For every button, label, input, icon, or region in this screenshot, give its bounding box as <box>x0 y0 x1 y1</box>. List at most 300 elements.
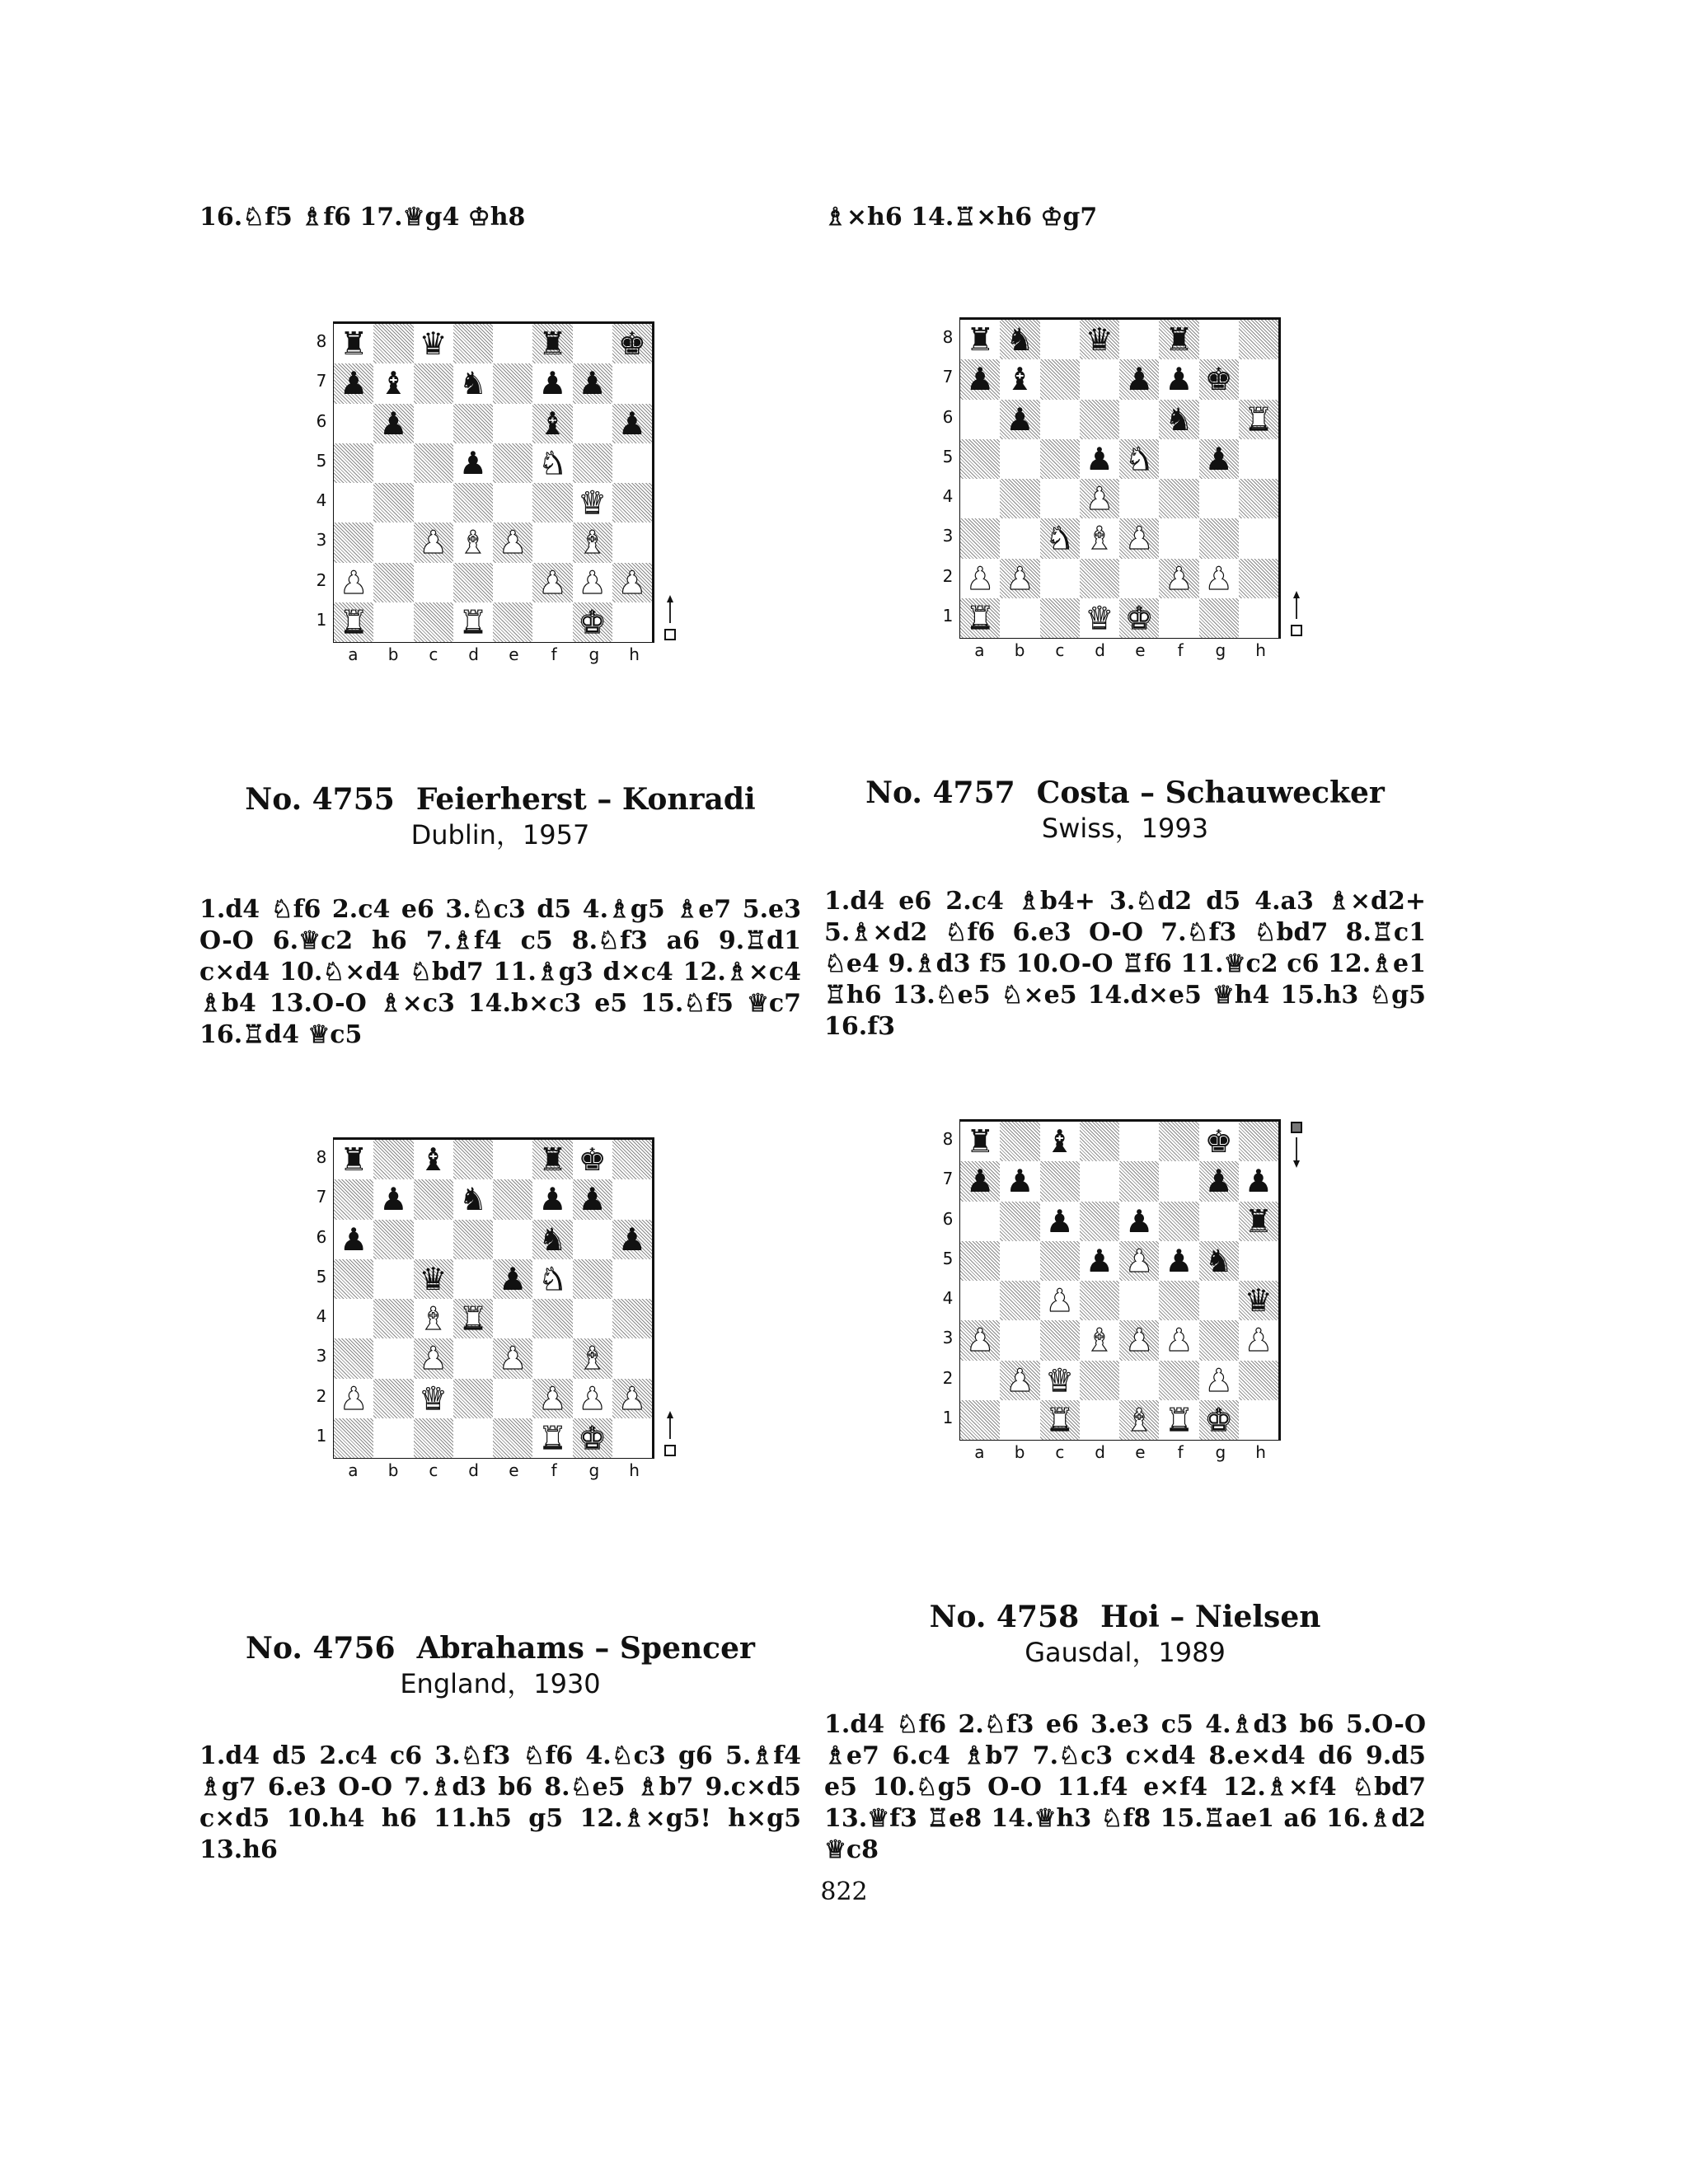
black-pawn-icon: ♟ <box>1204 440 1233 477</box>
square-d1 <box>453 1418 493 1458</box>
square-c1 <box>414 1418 453 1458</box>
rank-label: 3 <box>316 530 327 551</box>
chess-diagram-4757 <box>940 317 1286 663</box>
rank-labels <box>940 317 956 635</box>
square-e1 <box>493 602 532 642</box>
square-d7 <box>453 1179 493 1219</box>
square-g5 <box>1199 439 1239 479</box>
square-d4 <box>1080 479 1119 518</box>
square-g1 <box>1199 598 1239 638</box>
square-f1 <box>1159 1400 1198 1440</box>
square-a4 <box>334 1299 373 1338</box>
square-g8 <box>573 1140 612 1179</box>
chess-diagram-4756 <box>313 1137 659 1483</box>
square-h6 <box>612 404 652 443</box>
square-c1 <box>1040 598 1080 638</box>
black-pawn-icon: ♟ <box>1125 361 1154 398</box>
white-knight-icon: ♞ <box>538 1260 567 1297</box>
square-h8 <box>1239 320 1278 359</box>
square-b2 <box>373 1379 413 1418</box>
square-d1 <box>1080 1400 1119 1440</box>
file-label: c <box>429 1460 438 1480</box>
game-title <box>199 781 801 818</box>
square-g4 <box>573 483 612 523</box>
black-pawn-icon: ♟ <box>1045 1202 1074 1240</box>
square-a4 <box>960 479 1000 518</box>
white-rook-icon: ♜ <box>458 1301 487 1338</box>
rank-label: 7 <box>942 1169 954 1189</box>
square-e4 <box>493 483 532 523</box>
rank-label: 6 <box>316 1226 327 1247</box>
square-h8 <box>612 324 652 363</box>
square-c7 <box>414 1179 453 1219</box>
black-bishop-icon: ♝ <box>379 365 408 402</box>
square-c5 <box>414 443 453 483</box>
square-a8 <box>334 1140 373 1179</box>
square-f3 <box>1159 1320 1198 1360</box>
square-d8 <box>1080 1122 1119 1161</box>
square-h6 <box>1239 1202 1278 1241</box>
black-pawn-icon: ♟ <box>1204 1163 1233 1200</box>
square-g8 <box>1199 320 1239 359</box>
square-b3 <box>373 1338 413 1378</box>
chess-board <box>959 317 1281 639</box>
file-label: f <box>551 644 557 664</box>
square-g3 <box>573 523 612 562</box>
square-d8 <box>453 324 493 363</box>
square-h5 <box>1239 1241 1278 1281</box>
white-king-icon: ♚ <box>578 603 607 640</box>
square-f5 <box>532 1259 572 1299</box>
square-b3 <box>373 523 413 562</box>
white-pawn-icon: ♟ <box>419 524 448 561</box>
black-knight-icon: ♞ <box>1165 401 1193 438</box>
square-b5 <box>373 443 413 483</box>
white-pawn-icon: ♟ <box>499 524 528 561</box>
square-b8 <box>373 1140 413 1179</box>
square-a6 <box>334 1220 373 1259</box>
file-label: b <box>1014 640 1025 660</box>
square-e2 <box>1119 1361 1159 1400</box>
square-g6 <box>1199 1202 1239 1241</box>
black-pawn-icon: ♟ <box>1165 361 1193 398</box>
black-king-icon: ♚ <box>617 326 646 363</box>
square-e6 <box>1119 1202 1159 1241</box>
rank-label: 5 <box>316 1266 327 1286</box>
white-pawn-icon: ♟ <box>1006 1361 1034 1399</box>
game-players: Abrahams – Spencer <box>416 1631 755 1666</box>
square-c2 <box>414 1379 453 1418</box>
square-h4 <box>612 483 652 523</box>
square-g2 <box>1199 559 1239 598</box>
file-label: a <box>348 1460 359 1480</box>
black-pawn-icon: ♟ <box>617 405 646 442</box>
square-b8 <box>1000 1122 1039 1161</box>
black-bishop-icon: ♝ <box>538 405 567 442</box>
square-h6 <box>1239 400 1278 439</box>
game-players: Feierherst – Konradi <box>415 782 756 817</box>
file-label: a <box>974 1442 985 1462</box>
square-e5 <box>1119 439 1159 479</box>
square-c3 <box>1040 1320 1080 1360</box>
rank-label: 8 <box>316 331 327 352</box>
square-a5 <box>960 1241 1000 1281</box>
file-label: h <box>1255 640 1266 660</box>
square-b1 <box>1000 598 1039 638</box>
square-a1 <box>334 1418 373 1458</box>
rank-label: 2 <box>316 1385 327 1406</box>
square-f7 <box>532 1179 572 1219</box>
file-label: b <box>1014 1442 1025 1462</box>
square-b5 <box>1000 1241 1039 1281</box>
square-g3 <box>1199 1320 1239 1360</box>
square-h7 <box>612 1179 652 1219</box>
square-d7 <box>453 363 493 403</box>
chess-board <box>333 321 654 643</box>
white-pawn-icon: ♟ <box>1125 1242 1154 1279</box>
square-f7 <box>1159 1161 1198 1201</box>
square-b1 <box>373 602 413 642</box>
white-knight-icon: ♞ <box>1125 440 1154 477</box>
black-knight-icon: ♞ <box>538 1221 567 1258</box>
square-a7 <box>960 359 1000 399</box>
black-rook-icon: ♜ <box>966 1123 995 1160</box>
white-pawn-icon: ♟ <box>538 1380 567 1417</box>
white-king-icon: ♚ <box>1204 1401 1233 1438</box>
game-moves-4757 <box>824 886 1426 1043</box>
rank-label: 8 <box>942 327 954 348</box>
square-h8 <box>612 1140 652 1179</box>
square-e7 <box>493 363 532 403</box>
moves-text: 1.d4 ♘f6 2.♘f3 e6 3.e3 c5 4.♗d3 b6 5.O-O ♗e7 6.c4 ♗b7 7.♘c3 c×d4 8.e×d4 d6 9.d5 e5 10.♘g5 O-O 11.f4 e×f4 12.♗×f4 ♘bd7 13.♕f3 ♖e8 14.♕h3 ♘f8 15.♖ae1 a6 16.♗d2 ♕c8 <box>824 1710 1426 1864</box>
square-e8 <box>493 324 532 363</box>
rank-label: 3 <box>316 1346 327 1366</box>
square-g7 <box>1199 1161 1239 1201</box>
moves-text: 16.♘f5 ♗f6 17.♕g4 ♔h8 <box>199 203 526 232</box>
white-pawn-icon: ♟ <box>1125 520 1154 557</box>
square-g5 <box>573 1259 612 1299</box>
square-c7 <box>1040 1161 1080 1201</box>
square-d2 <box>453 1379 493 1418</box>
black-pawn-icon: ♟ <box>379 1181 408 1218</box>
square-d5 <box>1080 1241 1119 1281</box>
square-a8 <box>960 320 1000 359</box>
black-pawn-icon: ♟ <box>499 1260 528 1297</box>
black-bishop-icon: ♝ <box>1006 361 1034 398</box>
white-bishop-icon: ♝ <box>1085 1322 1114 1359</box>
square-e4 <box>1119 479 1159 518</box>
white-rook-icon: ♜ <box>1045 1401 1074 1438</box>
square-d5 <box>453 443 493 483</box>
square-b6 <box>373 1220 413 1259</box>
square-d1 <box>1080 598 1119 638</box>
black-pawn-icon: ♟ <box>1006 401 1034 438</box>
black-pawn-icon: ♟ <box>1125 1202 1154 1240</box>
square-b7 <box>373 1179 413 1219</box>
square-a2 <box>334 563 373 602</box>
square-c3 <box>414 523 453 562</box>
square-e1 <box>1119 598 1159 638</box>
file-label: b <box>387 644 399 664</box>
file-label: f <box>1177 640 1184 660</box>
white-to-move-icon <box>1289 589 1304 639</box>
black-pawn-icon: ♟ <box>340 365 368 402</box>
black-rook-icon: ♜ <box>538 1141 567 1179</box>
game-number: No. 4755 <box>245 782 395 817</box>
rank-labels <box>313 321 330 640</box>
square-h3 <box>1239 518 1278 558</box>
square-b4 <box>373 1299 413 1338</box>
white-pawn-icon: ♟ <box>1125 1322 1154 1359</box>
white-pawn-icon: ♟ <box>578 564 607 601</box>
square-a8 <box>334 324 373 363</box>
black-rook-icon: ♜ <box>340 1141 368 1179</box>
square-h7 <box>612 363 652 403</box>
square-f5 <box>1159 1241 1198 1281</box>
rank-labels <box>940 1119 956 1437</box>
square-g7 <box>573 363 612 403</box>
square-d3 <box>1080 518 1119 558</box>
black-knight-icon: ♞ <box>458 365 487 402</box>
square-f4 <box>532 1299 572 1338</box>
white-pawn-icon: ♟ <box>578 1380 607 1417</box>
square-d4 <box>1080 1281 1119 1320</box>
game-place: England，1930 <box>400 1668 601 1699</box>
square-a2 <box>960 559 1000 598</box>
game-place: Swiss，1993 <box>1041 813 1209 844</box>
square-b6 <box>1000 400 1039 439</box>
moves-text: 1.d4 d5 2.c4 c6 3.♘f3 ♘f6 4.♘c3 g6 5.♗f4 ♗g7 6.e3 O-O 7.♗d3 b6 8.♘e5 ♗b7 9.c×d5 c×d5 10.h4 h6 11.h5 g5 12.♗×g5! h×g5 13.h6 <box>199 1741 801 1864</box>
square-b4 <box>373 483 413 523</box>
file-labels <box>959 1442 1281 1462</box>
square-e6 <box>1119 400 1159 439</box>
white-bishop-icon: ♝ <box>458 524 487 561</box>
square-c5 <box>1040 1241 1080 1281</box>
white-rook-icon: ♜ <box>538 1419 567 1456</box>
rank-label: 1 <box>316 609 327 630</box>
square-d7 <box>1080 359 1119 399</box>
square-b2 <box>1000 1361 1039 1400</box>
square-f8 <box>1159 320 1198 359</box>
square-g3 <box>573 1338 612 1378</box>
rank-label: 7 <box>316 371 327 391</box>
black-king-icon: ♚ <box>578 1141 607 1179</box>
square-c6 <box>414 404 453 443</box>
square-h4 <box>612 1299 652 1338</box>
square-b1 <box>1000 1400 1039 1440</box>
white-pawn-icon: ♟ <box>1204 560 1233 597</box>
square-c1 <box>414 602 453 642</box>
square-h3 <box>612 1338 652 1378</box>
black-knight-icon: ♞ <box>1204 1242 1233 1279</box>
square-g8 <box>573 324 612 363</box>
square-g6 <box>573 404 612 443</box>
square-a3 <box>960 518 1000 558</box>
square-d5 <box>1080 439 1119 479</box>
chess-diagram-4755 <box>313 321 659 668</box>
black-pawn-icon: ♟ <box>458 444 487 481</box>
white-bishop-icon: ♝ <box>578 1340 607 1377</box>
square-b4 <box>1000 479 1039 518</box>
square-d2 <box>1080 1361 1119 1400</box>
game-heading-4758 <box>824 1599 1426 1670</box>
square-e2 <box>493 1379 532 1418</box>
rank-label: 4 <box>942 1288 954 1309</box>
rank-label: 5 <box>942 1248 954 1268</box>
square-g7 <box>573 1179 612 1219</box>
rank-label: 7 <box>316 1187 327 1207</box>
rank-labels <box>313 1137 330 1455</box>
square-b5 <box>373 1259 413 1299</box>
black-queen-icon: ♛ <box>1244 1282 1273 1319</box>
square-e3 <box>1119 518 1159 558</box>
square-h4 <box>1239 1281 1278 1320</box>
white-queen-icon: ♛ <box>419 1380 448 1417</box>
square-g4 <box>1199 479 1239 518</box>
square-b2 <box>373 563 413 602</box>
white-rook-icon: ♜ <box>966 599 995 636</box>
white-pawn-icon: ♟ <box>1006 560 1034 597</box>
file-label: a <box>974 640 985 660</box>
game-moves-4755 <box>199 894 801 1051</box>
black-knight-icon: ♞ <box>1006 321 1034 359</box>
white-pawn-icon: ♟ <box>966 1322 995 1359</box>
file-label: g <box>1215 640 1226 660</box>
file-label: e <box>509 1460 519 1480</box>
square-c4 <box>1040 479 1080 518</box>
rank-label: 2 <box>942 1367 954 1388</box>
white-pawn-icon: ♟ <box>340 564 368 601</box>
rank-label: 2 <box>316 569 327 590</box>
square-e4 <box>1119 1281 1159 1320</box>
square-a4 <box>960 1281 1000 1320</box>
file-label: c <box>429 644 438 664</box>
rank-label: 6 <box>942 406 954 427</box>
square-h7 <box>1239 1161 1278 1201</box>
square-f5 <box>532 443 572 483</box>
rank-label: 4 <box>316 490 327 511</box>
continuation-left <box>199 202 801 233</box>
black-pawn-icon: ♟ <box>578 365 607 402</box>
square-g4 <box>1199 1281 1239 1320</box>
square-f6 <box>1159 400 1198 439</box>
black-king-icon: ♚ <box>1204 361 1233 398</box>
white-pawn-icon: ♟ <box>1165 1322 1193 1359</box>
square-d3 <box>1080 1320 1119 1360</box>
file-labels <box>333 1460 654 1480</box>
square-f4 <box>532 483 572 523</box>
square-b7 <box>373 363 413 403</box>
square-e5 <box>493 443 532 483</box>
white-bishop-icon: ♝ <box>419 1301 448 1338</box>
square-e1 <box>1119 1400 1159 1440</box>
file-label: d <box>468 644 479 664</box>
file-label: g <box>588 1460 600 1480</box>
square-c8 <box>414 324 453 363</box>
square-b7 <box>1000 1161 1039 1201</box>
file-label: h <box>629 1460 640 1480</box>
square-h1 <box>612 602 652 642</box>
square-d6 <box>453 1220 493 1259</box>
white-rook-icon: ♜ <box>1244 401 1273 438</box>
square-f6 <box>532 1220 572 1259</box>
black-pawn-icon: ♟ <box>1085 1242 1114 1279</box>
square-h6 <box>612 1220 652 1259</box>
white-pawn-icon: ♟ <box>1085 480 1114 518</box>
square-h5 <box>612 1259 652 1299</box>
square-f8 <box>1159 1122 1198 1161</box>
square-g4 <box>573 1299 612 1338</box>
white-king-icon: ♚ <box>1125 599 1154 636</box>
square-c6 <box>414 1220 453 1259</box>
square-a1 <box>960 598 1000 638</box>
rank-label: 4 <box>942 486 954 507</box>
white-pawn-icon: ♟ <box>617 564 646 601</box>
square-f2 <box>1159 559 1198 598</box>
square-a6 <box>334 404 373 443</box>
square-f1 <box>532 1418 572 1458</box>
white-bishop-icon: ♝ <box>1125 1401 1154 1438</box>
black-pawn-icon: ♟ <box>578 1181 607 1218</box>
rank-label: 5 <box>316 450 327 471</box>
square-h3 <box>612 523 652 562</box>
square-g6 <box>573 1220 612 1259</box>
square-e6 <box>493 404 532 443</box>
square-f8 <box>532 1140 572 1179</box>
rank-label: 3 <box>942 526 954 546</box>
black-pawn-icon: ♟ <box>966 361 995 398</box>
game-moves-4756 <box>199 1741 801 1866</box>
square-d2 <box>453 563 493 602</box>
square-h2 <box>612 1379 652 1418</box>
black-queen-icon: ♛ <box>1085 321 1114 359</box>
square-f2 <box>1159 1361 1198 1400</box>
square-c6 <box>1040 1202 1080 1241</box>
rank-label: 7 <box>942 367 954 387</box>
black-pawn-icon: ♟ <box>538 365 567 402</box>
rank-label: 1 <box>942 605 954 626</box>
square-h2 <box>1239 559 1278 598</box>
square-c6 <box>1040 400 1080 439</box>
square-a2 <box>334 1379 373 1418</box>
square-e7 <box>493 1179 532 1219</box>
rank-label: 8 <box>942 1129 954 1150</box>
square-a5 <box>334 1259 373 1299</box>
square-c2 <box>1040 559 1080 598</box>
square-e3 <box>493 1338 532 1378</box>
square-e6 <box>493 1220 532 1259</box>
file-label: h <box>629 644 640 664</box>
square-g1 <box>1199 1400 1239 1440</box>
rank-label: 8 <box>316 1147 327 1168</box>
game-title <box>824 775 1426 811</box>
square-c7 <box>1040 359 1080 399</box>
square-e3 <box>493 523 532 562</box>
square-f6 <box>532 404 572 443</box>
square-c4 <box>414 1299 453 1338</box>
square-b7 <box>1000 359 1039 399</box>
square-f2 <box>532 1379 572 1418</box>
square-e7 <box>1119 1161 1159 1201</box>
game-number: No. 4757 <box>865 776 1015 810</box>
square-b4 <box>1000 1281 1039 1320</box>
square-a1 <box>960 1400 1000 1440</box>
black-king-icon: ♚ <box>1204 1123 1233 1160</box>
chess-board <box>959 1119 1281 1441</box>
white-rook-icon: ♜ <box>1165 1401 1193 1438</box>
file-label: d <box>1095 1442 1105 1462</box>
white-pawn-icon: ♟ <box>1045 1282 1074 1319</box>
